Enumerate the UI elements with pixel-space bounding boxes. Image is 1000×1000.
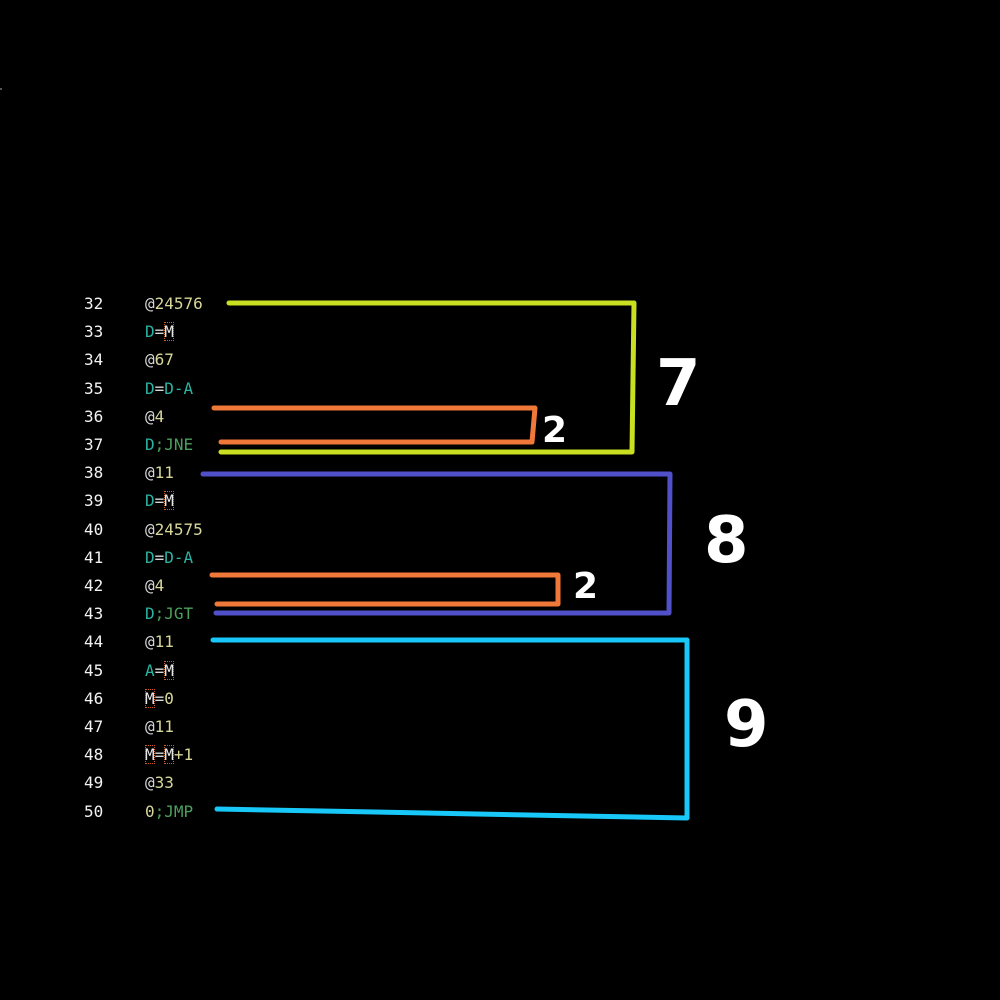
code-token: = xyxy=(154,745,165,765)
code-token: @ xyxy=(145,632,155,652)
code-text xyxy=(145,628,174,656)
code-line xyxy=(0,544,300,572)
code-token: ; xyxy=(154,604,165,624)
code-text xyxy=(145,375,193,403)
code-token: M xyxy=(145,745,155,765)
line-number: 35 xyxy=(84,378,104,398)
code-token: A xyxy=(145,660,155,680)
code-text xyxy=(145,798,193,826)
code-text xyxy=(145,741,193,769)
code-token: @ xyxy=(145,773,155,793)
code-token: @ xyxy=(145,519,155,539)
code-token: ; xyxy=(154,435,165,454)
code-line xyxy=(0,628,300,656)
code-text xyxy=(145,459,174,487)
code-text xyxy=(145,713,174,741)
line-number: 44 xyxy=(84,632,104,652)
line-number: 49 xyxy=(84,773,104,793)
code-token: D xyxy=(145,604,155,624)
code-token: = xyxy=(154,688,165,708)
code-text xyxy=(145,769,174,797)
code-token: D-A xyxy=(164,378,194,398)
code-token: 4 xyxy=(154,406,165,426)
code-token: @ xyxy=(145,406,155,426)
count-label-block-b: 8 xyxy=(704,504,749,578)
line-number: 41 xyxy=(84,547,104,567)
code-token: = xyxy=(154,660,165,680)
line-number: 40 xyxy=(84,519,104,539)
code-token: = xyxy=(154,378,165,398)
code-line xyxy=(0,516,300,544)
code-token: 33 xyxy=(154,773,174,793)
code-line xyxy=(0,600,300,628)
line-number: 33 xyxy=(84,322,104,342)
code-line xyxy=(0,375,300,403)
code-token: = xyxy=(154,491,165,511)
code-line xyxy=(0,685,300,713)
line-number: 50 xyxy=(84,801,104,821)
line-number: 34 xyxy=(84,350,104,370)
code-line xyxy=(0,487,300,515)
code-token: JNE xyxy=(164,435,194,454)
code-line xyxy=(0,798,300,826)
code-token: @ xyxy=(145,576,155,595)
code-text xyxy=(145,346,174,374)
code-line xyxy=(0,290,300,318)
line-number: 46 xyxy=(84,688,104,708)
code-token: D xyxy=(145,378,155,398)
code-text xyxy=(145,572,164,600)
code-line xyxy=(0,572,300,600)
line-number: 48 xyxy=(84,745,104,765)
count-label-block-a: 7 xyxy=(656,347,701,421)
line-number: 42 xyxy=(84,576,104,595)
code-text xyxy=(145,403,164,431)
line-number: 38 xyxy=(84,463,104,483)
code-token: D xyxy=(145,322,155,342)
code-token: M xyxy=(164,660,174,680)
code-line xyxy=(0,318,300,346)
code-line xyxy=(0,741,300,769)
code-text xyxy=(145,657,174,685)
code-token: M xyxy=(145,688,155,708)
code-token: D xyxy=(145,547,155,567)
stray-pixel xyxy=(0,88,2,90)
code-token: JMP xyxy=(164,801,194,821)
code-token: 0 xyxy=(145,801,155,821)
code-token: JGT xyxy=(164,604,194,624)
code-token: M xyxy=(164,491,174,511)
code-text xyxy=(145,290,203,318)
code-token: 67 xyxy=(154,350,174,370)
line-number: 43 xyxy=(84,604,104,624)
code-line xyxy=(0,459,300,487)
count-label-inner-a: 2 xyxy=(542,410,568,451)
code-token: 4 xyxy=(154,576,165,595)
line-number: 36 xyxy=(84,406,104,426)
code-token: D xyxy=(145,491,155,511)
code-text xyxy=(145,318,174,346)
code-text xyxy=(145,431,193,459)
code-text xyxy=(145,487,174,515)
code-token: = xyxy=(154,547,165,567)
line-number: 45 xyxy=(84,660,104,680)
code-token: D-A xyxy=(164,547,194,567)
code-token: M xyxy=(164,745,174,765)
code-token: 11 xyxy=(154,632,174,652)
line-number: 39 xyxy=(84,491,104,511)
code-token: M xyxy=(164,322,174,342)
code-token: 24576 xyxy=(154,294,203,313)
code-text xyxy=(145,544,193,572)
code-line xyxy=(0,346,300,374)
code-token: 24575 xyxy=(154,519,203,539)
code-token: 11 xyxy=(154,463,174,483)
code-text xyxy=(145,516,203,544)
code-token: 11 xyxy=(154,717,174,736)
code-token: @ xyxy=(145,350,155,370)
code-line xyxy=(0,431,300,459)
code-token: D xyxy=(145,435,155,454)
count-label-inner-b: 2 xyxy=(573,566,599,607)
code-line xyxy=(0,403,300,431)
line-number: 32 xyxy=(84,294,104,313)
code-text xyxy=(145,600,193,628)
code-token: @ xyxy=(145,717,155,736)
line-number: 37 xyxy=(84,435,104,454)
count-label-block-c: 9 xyxy=(724,688,769,762)
code-line xyxy=(0,713,300,741)
code-token: @ xyxy=(145,463,155,483)
code-text xyxy=(145,685,174,713)
code-token: @ xyxy=(145,294,155,313)
code-line xyxy=(0,769,300,797)
code-token: +1 xyxy=(173,745,194,765)
code-token: = xyxy=(154,322,165,342)
code-line xyxy=(0,657,300,685)
line-number: 47 xyxy=(84,717,104,736)
code-token: ; xyxy=(154,801,165,821)
code-token: 0 xyxy=(164,688,174,708)
